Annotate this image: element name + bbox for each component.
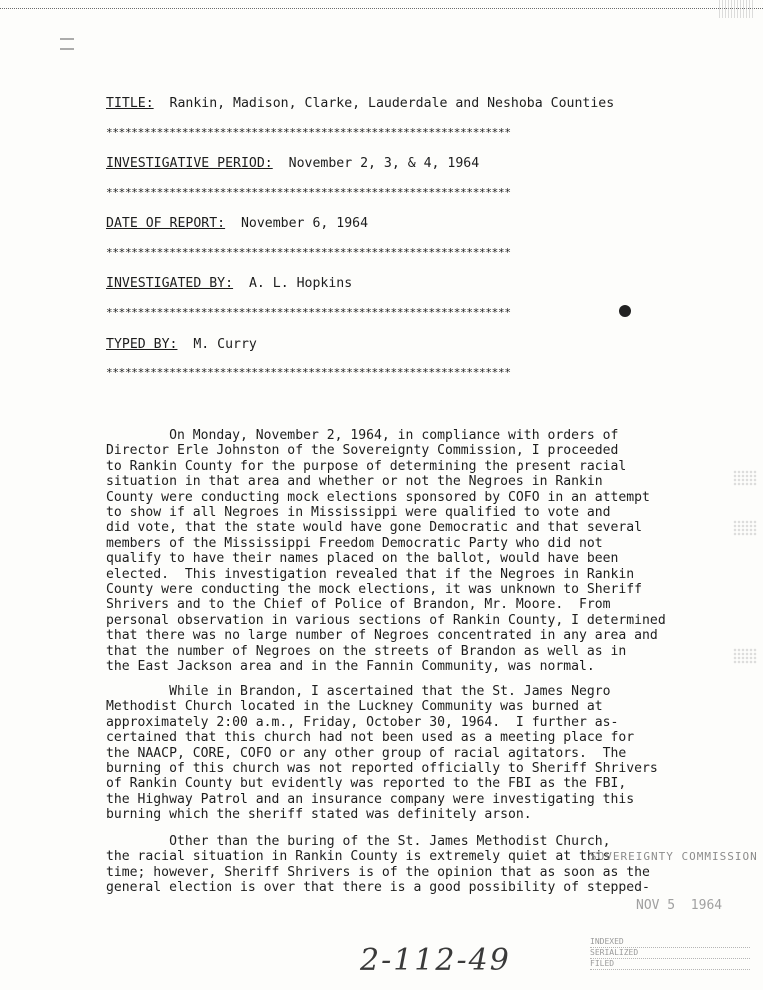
commission-stamp: SOVEREIGNTY COMMISSION [590, 850, 758, 863]
investigator-label: INVESTIGATED BY: [106, 276, 234, 291]
scan-noise [733, 520, 757, 536]
received-stamp [590, 937, 750, 970]
separator: **************************************************************** [106, 308, 511, 318]
top-dotted-rule [0, 8, 763, 9]
period-value: November 2, 3, & 4, 1964 [288, 156, 480, 171]
received-line: FILED [590, 959, 750, 970]
received-line: INDEXED [590, 937, 750, 948]
typed-value: M. Curry [193, 337, 257, 352]
title-line [106, 96, 614, 111]
ink-blot [619, 305, 631, 317]
punch-hole-mark [60, 48, 74, 50]
separator: **************************************************************** [106, 368, 511, 378]
date-value: November 6, 1964 [240, 216, 369, 231]
typed-line [106, 337, 257, 352]
handwritten-file-number: 2-112-49 [360, 943, 511, 978]
received-line: SERIALIZED [590, 948, 750, 959]
scan-noise [733, 470, 757, 486]
paragraph-1: On Monday, November 2, 1964, in compliance with orders of Director Erle Johnston of the Sovereignty Commission, I proceeded to Rankin County for the purpose of determining the present racial situation in that area and whether or not the Negroes in Rankin County were conducting mock elections sponsored by COFO in an attempt to show if all Negroes in Mississippi were qualified to vote and did vote, that the state would have gone Democratic and that several members of the Mississippi Freedom Democratic Party who did not qualify to have their names placed on the ballot, would have been elected. This investigation revealed that if the Negroes in Rankin County were conducting the mock elections, it was unknown to Sheriff Shrivers and to the Chief of Police of Brandon, Mr. Moore. From personal observation in various sections of Rankin County, I determined that there was no large number of Negroes concentrated in any area and that the number of Negroes on the streets of Brandon as well as in the East Jackson area and in the Fannin Community, was normal. [106, 428, 666, 675]
scan-noise [733, 648, 757, 664]
stamp-date: NOV 5 1964 [636, 898, 723, 913]
typed-label: TYPED BY: [106, 337, 178, 352]
date-label: DATE OF REPORT: [106, 216, 226, 231]
investigator-value: A. L. Hopkins [248, 276, 353, 291]
title-value: Rankin, Madison, Clarke, Lauderdale and Neshoba Counties [169, 96, 615, 111]
investigator-line [106, 276, 352, 291]
period-label: INVESTIGATIVE PERIOD: [106, 156, 273, 171]
period-line [106, 156, 479, 171]
date-line [106, 216, 368, 231]
title-label: TITLE: [106, 96, 154, 111]
separator: **************************************************************** [106, 188, 511, 198]
punch-hole-mark [60, 38, 74, 40]
separator: **************************************************************** [106, 128, 511, 138]
paragraph-2: While in Brandon, I ascertained that the St. James Negro Methodist Church located in the Luckney Community was burned at approximately 2:00 a.m., Friday, October 30, 1964. I further as- certained that this church had not been used as a meeting place for the NAACP, CORE, COFO or any other group of racial agitators. The burning of this church was not reported officially to Sheriff Shrivers of Rankin County but evidently was reported to the FBI as the FBI, the Highway Patrol and an insurance company were investigating this burning which the sheriff stated was definitely arson. [106, 684, 658, 823]
paragraph-3: Other than the buring of the St. James Methodist Church, the racial situation in Rankin County is extremely quiet at this time; however, Sheriff Shrivers is of the opinion that as soon as the general election is over that there is a good possibility of stepped- [106, 834, 650, 896]
separator: **************************************************************** [106, 248, 511, 258]
corner-scan-mark [719, 0, 755, 18]
